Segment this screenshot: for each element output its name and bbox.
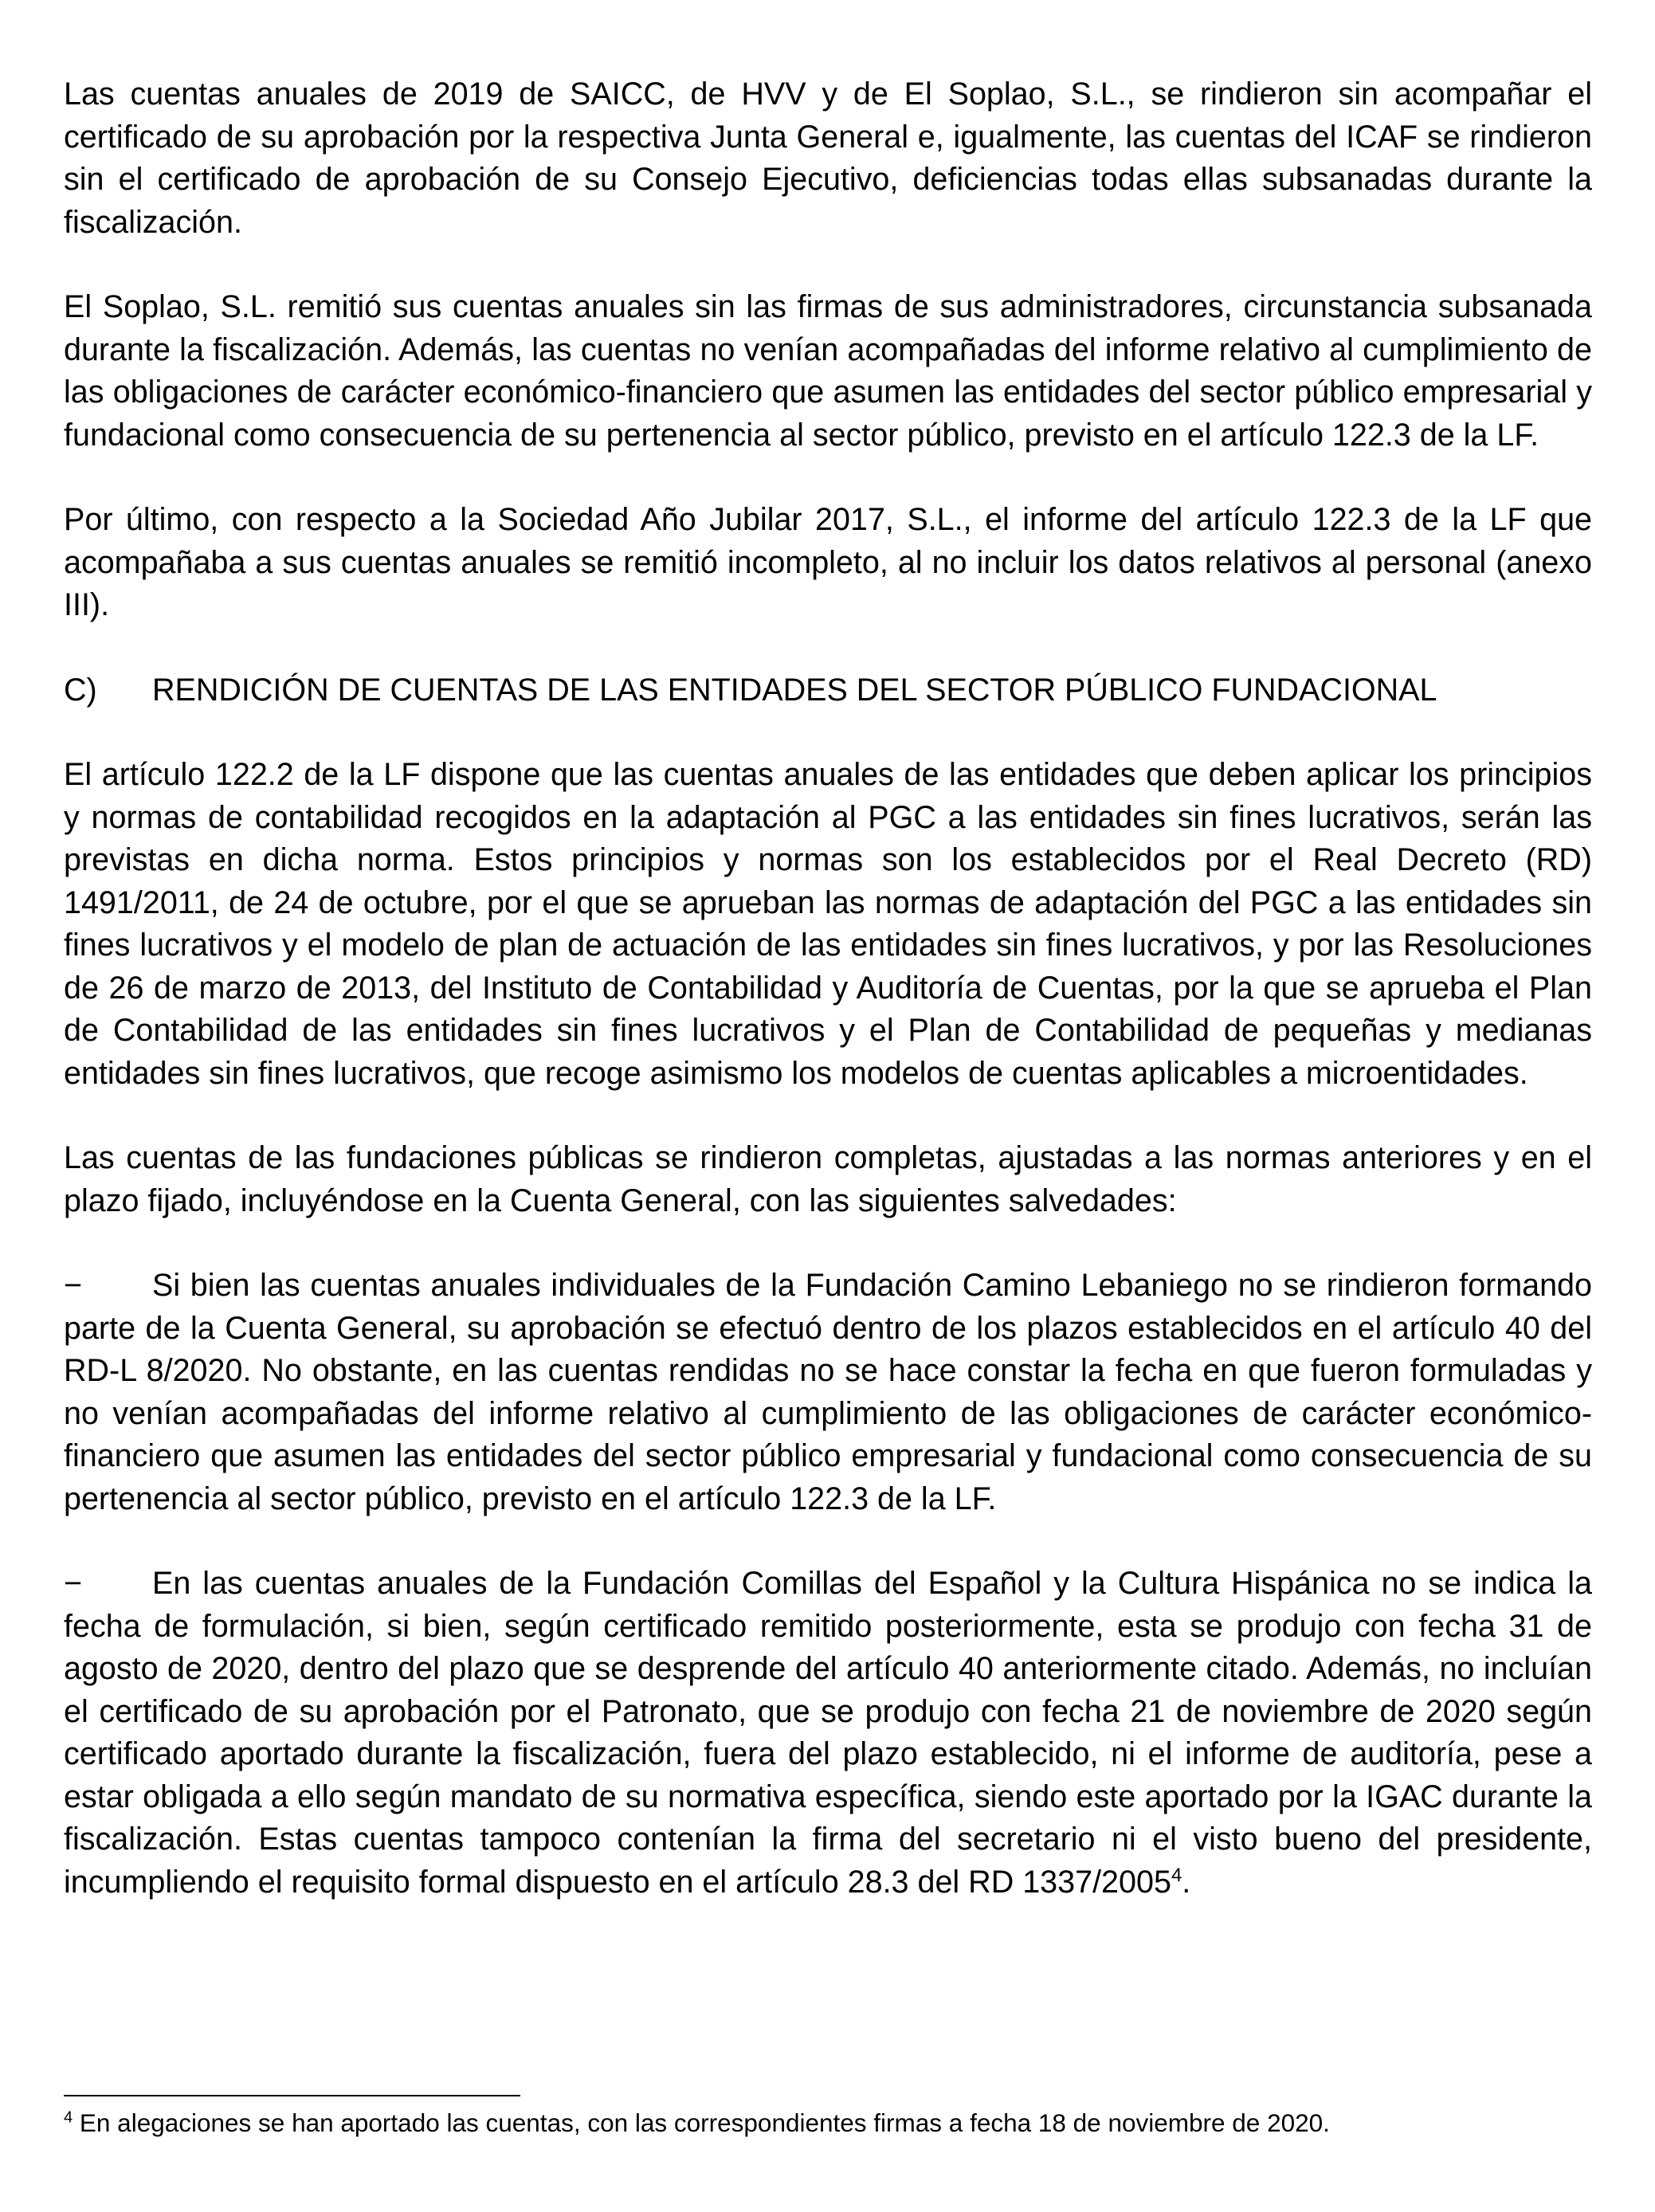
paragraph-cuentas-anuales-2019: Las cuentas anuales de 2019 de SAICC, de HVV y de El Soplao, S.L., se rindieron sin acompañar el certificado de su aprobación por la respectiva Junta General e, igualmente, las cuentas del ICAF se rindieron sin el certificado de aprobación de su Consejo Ejecutivo, deficiencias todas ellas subsanadas durante la fiscalización. [64,76,1592,240]
bullet-fundacion-camino-lebaniego [64,1265,1592,1520]
paragraph-el-soplao: El Soplao, S.L. remitió sus cuentas anuales sin las firmas de sus administradores, circunstancia subsanada durante la fiscalización. Además, las cuentas no venían acompañadas del informe relativo al cumplimiento de las obligaciones de carácter económico-financiero que asumen las entidades del sector público empresarial y fundacional como consecuencia de su pertenencia al sector público, previsto en el artículo 122.3 de la LF. [64,289,1592,453]
footnote-number: 4 [64,2108,73,2127]
bullet-dash: − [64,1566,83,1601]
footnote-reference[interactable]: 4 [1171,1864,1182,1886]
bullet-fundacion-comillas [64,1563,1592,1904]
footnote [64,2106,1592,2139]
bullet-text: Si bien las cuentas anuales individuales de la Fundación Camino Lebaniego no se rindieron formando parte de la Cuenta General, su aprobación se efectuó dentro de los plazos establecidos en el artículo 40 del RD-L 8/2020. No obstante, en las cuentas rendidas no se hace constar la fecha en que fueron formuladas y no venían acompañadas del informe relativo al cumplimiento de las obligaciones de carácter económico-financiero que asumen las entidades del sector público empresarial y fundacional como consecuencia de su pertenencia al sector público, previsto en el artículo 122.3 de la LF. [64,1268,1592,1516]
paragraph-articulo-122-2: El artículo 122.2 de la LF dispone que las cuentas anuales de las entidades que deben aplicar los principios y normas de contabilidad recogidos en la adaptación al PGC a las entidades sin fines lucrativos, serán las previstas en dicha norma. Estos principios y normas son los establecidos por el Real Decreto (RD) 1491/2011, de 24 de octubre, por el que se aprueban las normas de adaptación del PGC a las entidades sin fines lucrativos y el modelo de plan de actuación de las entidades sin fines lucrativos, y por las Resoluciones de 26 de marzo de 2013, del Instituto de Contabilidad y Auditoría de Cuentas, por la que se aprueba el Plan de Contabilidad de las entidades sin fines lucrativos y el Plan de Contabilidad de pequeñas y medianas entidades sin fines lucrativos, que recoge asimismo los modelos de cuentas aplicables a microentidades. [64,757,1592,1091]
paragraph-ano-jubilar: Por último, con respecto a la Sociedad Año Jubilar 2017, S.L., el informe del artículo 122.3 de la LF que acompañaba a sus cuentas anuales se remitió incompleto, al no incluir los datos relativos al personal (anexo III). [64,502,1592,622]
bullet-dash: − [64,1268,83,1303]
section-heading-text: RENDICIÓN DE CUENTAS DE LAS ENTIDADES DEL SECTOR PÚBLICO FUNDACIONAL [152,672,1437,708]
bullet-end-punctuation: . [1182,1864,1191,1900]
footnote-separator [64,2095,520,2096]
footnote-text: En alegaciones se han aportado las cuentas, con las correspondientes firmas a fecha 18 de noviembre de 2020. [79,2108,1330,2137]
document-page [64,73,1592,1946]
section-heading [64,669,1592,712]
section-heading-letter: C) [64,672,97,708]
paragraph-fundaciones-publicas: Las cuentas de las fundaciones públicas se rindieron completas, ajustadas a las normas anteriores y en el plazo fijado, incluyéndose en la Cuenta General, con las siguientes salvedades: [64,1140,1592,1218]
bullet-text: En las cuentas anuales de la Fundación Comillas del Español y la Cultura Hispánica no se indica la fecha de formulación, si bien, según certificado remitido posteriormente, esta se produjo con fecha 31 de agosto de 2020, dentro del plazo que se desprende del artículo 40 anteriormente citado. Además, no incluían el certificado de su aprobación por el Patronato, que se produjo con fecha 21 de noviembre de 2020 según certificado aportado durante la fiscalización, fuera del plazo establecido, ni el informe de auditoría, pese a estar obligada a ello según mandato de su normativa específica, siendo este aportado por la IGAC durante la fiscalización. Estas cuentas tampoco contenían la firma del secretario ni el visto bueno del presidente, incumpliendo el requisito formal dispuesto en el artículo 28.3 del RD 1337/2005 [64,1566,1592,1900]
